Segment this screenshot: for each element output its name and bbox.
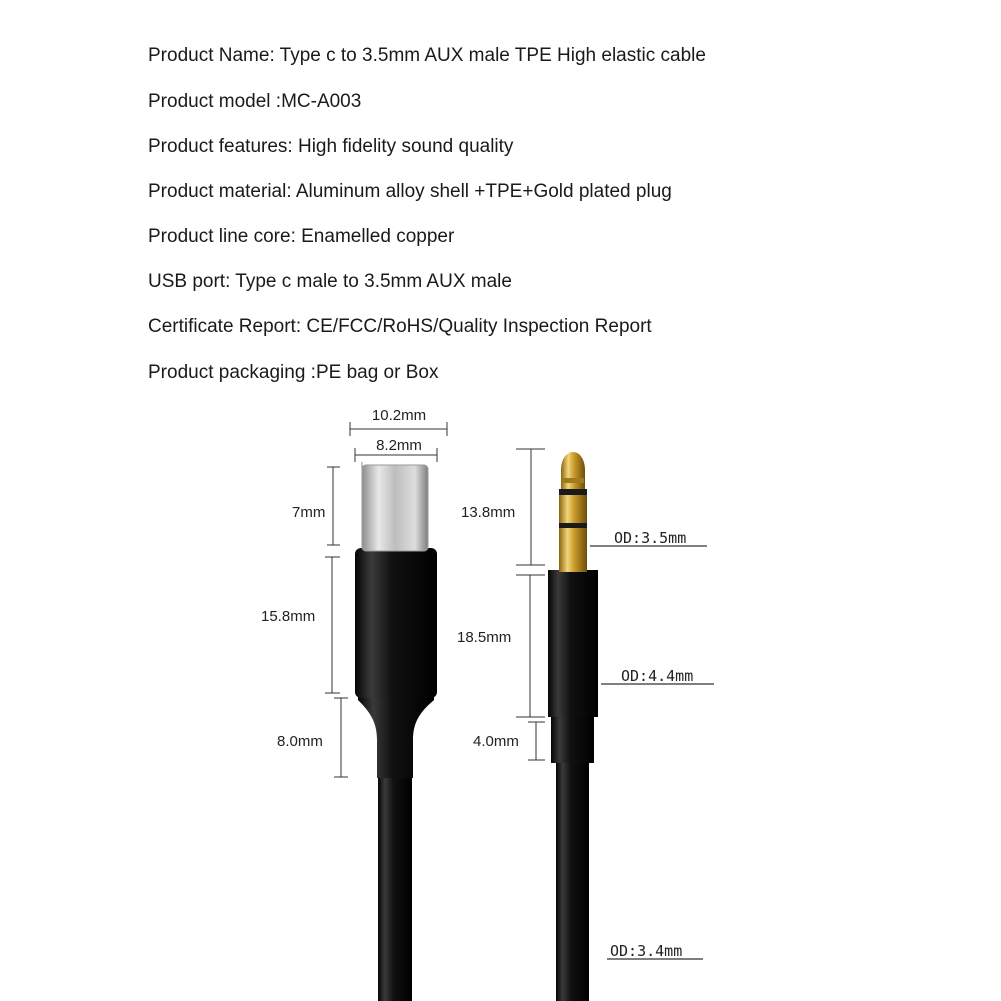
usb-c-plug-length-label: 7mm xyxy=(292,504,326,521)
usb-c-outer-width-label: 10.2mm xyxy=(371,407,427,424)
spec-line-product-features: Product features: High fidelity sound quality xyxy=(148,136,514,157)
aux-housing-od-label: OD:4.4mm xyxy=(621,667,694,685)
usb-c-strain-relief-length-label: 8.0mm xyxy=(277,733,323,750)
spec-line-product-line-core: Product line core: Enamelled copper xyxy=(148,226,455,247)
spec-line-packaging: Product packaging :PE bag or Box xyxy=(148,362,439,383)
spec-line-product-material: Product material: Aluminum alloy shell +TPE+Gold plated plug xyxy=(148,181,672,202)
usb-c-strain-relief xyxy=(358,694,434,778)
spec-line-usb-port: USB port: Type c male to 3.5mm AUX male xyxy=(148,271,512,292)
usb-c-housing xyxy=(355,548,437,698)
spec-line-product-name: Product Name: Type c to 3.5mm AUX male TPE High elastic cable xyxy=(148,45,706,66)
aux-cable xyxy=(556,760,589,1001)
aux-length-dimensions xyxy=(516,449,545,760)
aux-ring-2 xyxy=(559,489,587,495)
aux-gold-plug-middle xyxy=(559,494,587,523)
usb-c-housing-length-label: 15.8mm xyxy=(261,608,316,625)
aux-collar-length-label: 4.0mm xyxy=(473,733,519,750)
usb-c-metal-plug xyxy=(362,465,428,551)
aux-gold-plug-lower xyxy=(559,527,587,572)
od-callout-lines xyxy=(590,546,714,959)
aux-plug-length-label: 13.8mm xyxy=(461,504,516,521)
cable-od-label: OD:3.4mm xyxy=(610,942,683,960)
aux-housing xyxy=(548,570,598,717)
aux-housing-length-label: 18.5mm xyxy=(457,629,512,646)
usb-c-cable xyxy=(378,770,412,1001)
aux-plug-od-label: OD:3.5mm xyxy=(614,529,687,547)
aux-gold-tip xyxy=(561,452,585,489)
aux-connector xyxy=(548,452,598,1001)
usb-c-length-dimensions xyxy=(325,467,348,777)
aux-collar xyxy=(551,715,594,763)
usb-c-inner-width-label: 8.2mm xyxy=(376,437,422,454)
spec-line-product-model: Product model :MC-A003 xyxy=(148,91,362,112)
spec-line-certificate: Certificate Report: CE/FCC/RoHS/Quality Inspection Report xyxy=(148,316,652,337)
usb-c-connector xyxy=(355,465,437,1001)
